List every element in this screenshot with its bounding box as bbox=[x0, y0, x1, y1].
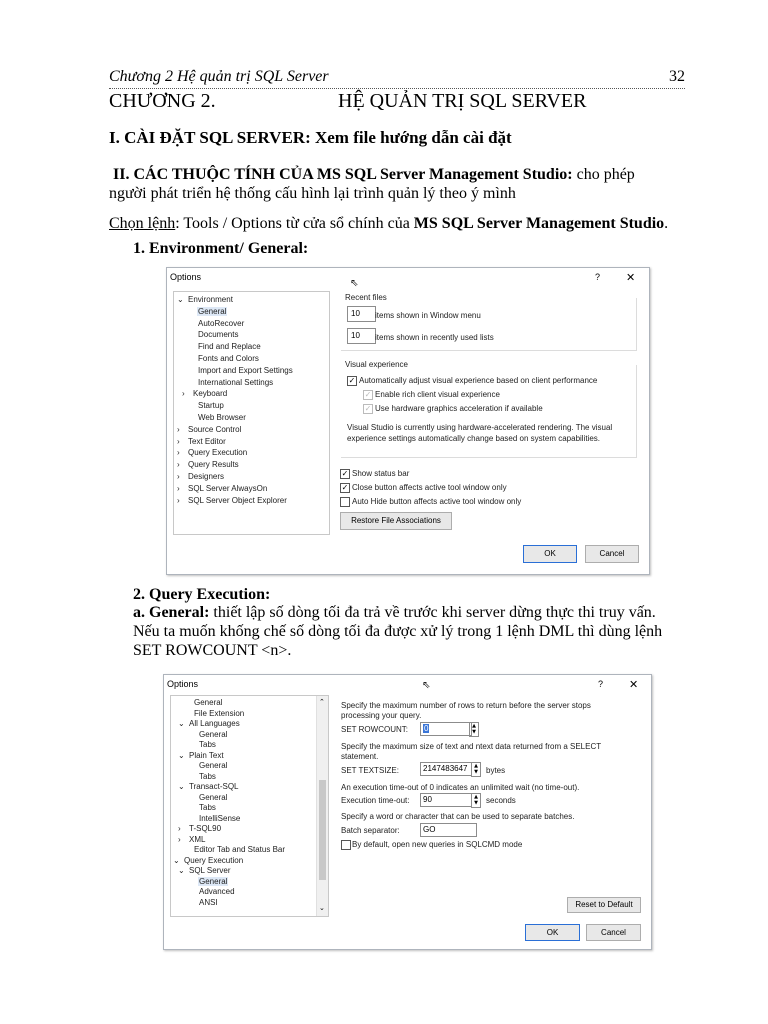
tree-item-label: Web Browser bbox=[198, 413, 246, 422]
tree-item-general[interactable] bbox=[171, 793, 316, 804]
tree-item-advanced[interactable] bbox=[171, 887, 316, 898]
general-line-3: SET ROWCOUNT <n>. bbox=[133, 642, 292, 659]
tree-item-label: Tabs bbox=[199, 771, 216, 781]
rowcount-description-1: Specify the maximum number of rows to return before the server stops bbox=[341, 701, 591, 710]
vs-note-line-1: Visual Studio is currently using hardware-accelerated rendering. The visual bbox=[347, 423, 613, 432]
tree-item-label: SQL Server Object Explorer bbox=[188, 495, 287, 505]
auto-adjust-checkbox[interactable]: ✓ bbox=[348, 376, 356, 385]
tree-item-label: SQL Server bbox=[189, 866, 231, 875]
tree-item-transact-sql[interactable] bbox=[171, 782, 316, 793]
tree-item-query-execution[interactable] bbox=[174, 448, 329, 460]
tree-item-general[interactable] bbox=[171, 730, 316, 741]
batch-separator-input[interactable]: GO bbox=[420, 823, 477, 837]
tree-item-sql-server-object-explorer[interactable] bbox=[174, 496, 329, 508]
general-line-2: Nếu ta muốn khống chế số dòng tối đa được xử lý trong 1 lệnh DML thì dùng lệnh bbox=[133, 623, 663, 640]
recent-files-label: Recent files bbox=[345, 293, 387, 302]
timeout-input[interactable]: 90 bbox=[420, 793, 472, 807]
mouse-cursor-icon: ⇖ bbox=[422, 680, 431, 691]
tree-item-t-sql90[interactable] bbox=[171, 824, 316, 835]
hw-accel-checkbox[interactable]: ✓ bbox=[364, 404, 372, 413]
options-dialog-query-execution bbox=[163, 674, 652, 950]
batch-separator-label: Batch separator: bbox=[341, 826, 400, 835]
chevron-down-icon[interactable]: ⌄ bbox=[178, 866, 185, 875]
chevron-down-icon[interactable]: ⌄ bbox=[173, 855, 180, 865]
tree-item-label: File Extension bbox=[194, 708, 245, 718]
tree-item-label: Query Results bbox=[188, 460, 239, 470]
tree-item-label: Startup bbox=[198, 401, 224, 411]
tree-item-label: T-SQL90 bbox=[189, 824, 222, 833]
tree-item-label: Tabs bbox=[199, 803, 216, 812]
tree-item-label: Designers bbox=[188, 472, 225, 481]
tree-item-label: General bbox=[199, 792, 228, 802]
tree-item-intellisense[interactable] bbox=[171, 814, 316, 825]
chevron-right-icon[interactable]: › bbox=[177, 472, 180, 481]
section-2-heading: II. CÁC THUỘC TÍNH CỦA MS SQL Server Management Studio: bbox=[113, 166, 573, 183]
rich-client-label: Enable rich client visual experience bbox=[375, 390, 500, 399]
tree-scrollbar[interactable] bbox=[316, 696, 328, 916]
scroll-thumb[interactable] bbox=[319, 780, 326, 880]
tree-item-label: Transact-SQL bbox=[189, 782, 239, 791]
batch-description: Specify a word or character that can be used to separate batches. bbox=[341, 812, 575, 821]
rowcount-description-2: processing your query. bbox=[341, 711, 422, 720]
tree-item-label: IntelliSense bbox=[199, 813, 241, 823]
chevron-down-icon[interactable]: ⌄ bbox=[177, 295, 184, 304]
tree-item-web-browser[interactable] bbox=[174, 413, 329, 425]
tree-item-label: SQL Server AlwaysOn bbox=[188, 483, 268, 493]
timeout-label: Execution time-out: bbox=[341, 796, 410, 805]
page-number: 32 bbox=[669, 68, 685, 85]
vs-note-line-2: experience settings automatically change based on system capabilities. bbox=[347, 434, 601, 443]
close-button-affects-label: Close button affects active tool window only bbox=[352, 483, 507, 492]
tree-item-label: Import and Export Settings bbox=[198, 365, 293, 375]
restore-file-associations-button[interactable]: Restore File Associations bbox=[340, 512, 452, 530]
textsize-label: SET TEXTSIZE: bbox=[341, 766, 399, 775]
sqlcmd-checkbox[interactable] bbox=[341, 840, 351, 850]
tree-item-label: Tabs bbox=[199, 740, 216, 749]
tree-item-label: AutoRecover bbox=[198, 318, 245, 328]
chevron-right-icon[interactable]: › bbox=[182, 389, 185, 399]
chapter-title: HỆ QUẢN TRỊ SQL SERVER bbox=[338, 90, 587, 112]
options-dialog-environment bbox=[166, 267, 650, 575]
tree-item-label: Text Editor bbox=[188, 436, 226, 446]
auto-adjust-label: Automatically adjust visual experience based on client performance bbox=[359, 376, 598, 385]
ok-button[interactable]: OK bbox=[525, 924, 580, 941]
tree-item-tabs[interactable] bbox=[171, 772, 316, 783]
command-app-name: MS SQL Server Management Studio bbox=[413, 215, 665, 232]
tree-item-source-control[interactable] bbox=[174, 425, 329, 437]
show-status-bar-label: Show status bar bbox=[352, 469, 410, 478]
command-paragraph bbox=[109, 214, 668, 233]
textsize-description-2: statement. bbox=[341, 752, 379, 761]
scroll-up-icon[interactable]: ⌃ bbox=[319, 698, 325, 706]
general-paragraph bbox=[133, 603, 662, 660]
header-title: Chương 2 Hệ quản trị SQL Server bbox=[109, 68, 329, 85]
chevron-down-icon[interactable]: ⌄ bbox=[178, 750, 185, 760]
textsize-stepper[interactable]: ▲ ▼ bbox=[471, 762, 481, 777]
tree-item-sql-server-alwayson[interactable] bbox=[174, 484, 329, 496]
close-button-affects-checkbox[interactable]: ✓ bbox=[341, 483, 349, 492]
tree-item-general[interactable] bbox=[171, 698, 316, 709]
recent-files-group bbox=[341, 298, 637, 351]
chevron-right-icon[interactable]: › bbox=[177, 436, 180, 446]
tree-item-all-languages[interactable] bbox=[171, 719, 316, 730]
general-label: a. General: bbox=[133, 604, 210, 621]
chevron-right-icon[interactable]: › bbox=[177, 495, 180, 505]
tree-item-label: Documents bbox=[198, 330, 239, 340]
command-end: . bbox=[664, 215, 669, 232]
sqlcmd-label: By default, open new queries in SQLCMD mode bbox=[352, 840, 523, 849]
tree-item-label: General bbox=[198, 306, 227, 316]
section-1-heading: I. CÀI ĐẶT SQL SERVER: Xem file hướng dẫn cài đặt bbox=[109, 128, 512, 147]
chevron-right-icon[interactable]: › bbox=[177, 460, 180, 470]
visual-experience-label: Visual experience bbox=[345, 360, 409, 369]
tree-item-documents[interactable] bbox=[174, 330, 329, 342]
tree-item-label: Advanced bbox=[199, 887, 235, 896]
tree-item-import-and-export-settings[interactable] bbox=[174, 366, 329, 378]
recent-list-label: items shown in recently used lists bbox=[375, 333, 494, 342]
seconds-label: seconds bbox=[486, 796, 516, 805]
help-icon[interactable]: ? bbox=[595, 272, 601, 282]
dialog-title: Options bbox=[167, 679, 199, 689]
dialog-title: Options bbox=[170, 272, 202, 282]
textsize-description-1: Specify the maximum size of text and ntext data returned from a SELECT bbox=[341, 742, 602, 751]
mouse-cursor-icon: ⇖ bbox=[350, 278, 359, 289]
scroll-down-icon[interactable]: ⌄ bbox=[319, 904, 325, 912]
chevron-right-icon[interactable]: › bbox=[177, 448, 180, 458]
command-text: : Tools / Options từ cửa sổ chính của bbox=[175, 215, 414, 232]
ok-button[interactable]: OK bbox=[523, 545, 577, 563]
tree-item-label: General bbox=[199, 761, 228, 770]
close-icon[interactable]: ✕ bbox=[626, 272, 636, 284]
rowcount-input[interactable] bbox=[420, 722, 472, 736]
options-tree[interactable] bbox=[170, 695, 329, 917]
chevron-right-icon[interactable]: › bbox=[177, 424, 180, 434]
tree-item-label: Query Execution bbox=[188, 448, 248, 458]
tree-item-label: Editor Tab and Status Bar bbox=[194, 845, 286, 854]
tree-item-fonts-and-colors[interactable] bbox=[174, 354, 329, 366]
tree-item-environment[interactable] bbox=[174, 295, 329, 307]
tree-item-startup[interactable] bbox=[174, 401, 329, 413]
bytes-label: bytes bbox=[486, 766, 506, 775]
tree-item-label: XML bbox=[189, 834, 206, 844]
chevron-right-icon[interactable]: › bbox=[178, 824, 181, 833]
chapter-number: CHƯƠNG 2. bbox=[109, 90, 216, 112]
tree-item-label: International Settings bbox=[198, 377, 274, 387]
tree-item-query-execution[interactable] bbox=[171, 856, 316, 867]
rowcount-stepper[interactable]: ▲ ▼ bbox=[469, 722, 479, 737]
tree-item-keyboard[interactable] bbox=[174, 389, 329, 401]
tree-item-label: ANSI bbox=[199, 897, 218, 907]
tree-item-label: All Languages bbox=[189, 719, 240, 728]
tree-item-label: General bbox=[199, 876, 228, 886]
tree-item-sql-server[interactable] bbox=[171, 866, 316, 877]
tree-item-label: Keyboard bbox=[193, 389, 228, 399]
tree-item-general[interactable] bbox=[174, 307, 329, 319]
timeout-stepper[interactable]: ▲ ▼ bbox=[471, 793, 481, 808]
tree-item-autorecover[interactable] bbox=[174, 319, 329, 331]
cancel-button[interactable]: Cancel bbox=[585, 545, 639, 563]
tree-item-general[interactable] bbox=[171, 877, 316, 888]
page-header bbox=[109, 68, 685, 89]
window-menu-count-input[interactable]: 10 bbox=[347, 306, 376, 322]
timeout-description: An execution time-out of 0 indicates an unlimited wait (no time-out). bbox=[341, 783, 580, 792]
tree-item-xml[interactable] bbox=[171, 835, 316, 846]
hw-accel-label: Use hardware graphics acceleration if available bbox=[375, 404, 543, 413]
tree-item-editor-tab-and-status-bar[interactable] bbox=[171, 845, 316, 856]
tree-item-label: General bbox=[199, 729, 228, 739]
tree-item-query-results[interactable] bbox=[174, 460, 329, 472]
recent-list-count-input[interactable]: 10 bbox=[347, 328, 376, 344]
options-tree[interactable] bbox=[173, 291, 330, 535]
chevron-right-icon[interactable]: › bbox=[177, 483, 180, 493]
tree-item-ansi[interactable] bbox=[171, 898, 316, 909]
tree-item-label: Fonts and Colors bbox=[198, 354, 259, 363]
tree-item-file-extension[interactable] bbox=[171, 709, 316, 720]
section-2-paragraph bbox=[109, 165, 709, 203]
tree-item-designers[interactable] bbox=[174, 472, 329, 484]
tree-item-tabs[interactable] bbox=[171, 803, 316, 814]
tree-item-label: General bbox=[194, 698, 223, 707]
tree-item-tabs[interactable] bbox=[171, 740, 316, 751]
rowcount-value: 0 bbox=[424, 724, 429, 733]
tree-item-label: Find and Replace bbox=[198, 342, 261, 352]
close-icon[interactable]: ✕ bbox=[629, 679, 639, 691]
show-status-bar-checkbox[interactable]: ✓ bbox=[341, 469, 349, 478]
tree-item-label: Source Control bbox=[188, 424, 242, 434]
item-1-heading: 1. Environment/ General: bbox=[133, 240, 309, 257]
cancel-button[interactable]: Cancel bbox=[586, 924, 641, 941]
rowcount-label: SET ROWCOUNT: bbox=[341, 725, 408, 734]
tree-item-plain-text[interactable] bbox=[171, 751, 316, 762]
help-icon[interactable]: ? bbox=[598, 679, 604, 689]
tree-item-label: Query Execution bbox=[184, 855, 244, 865]
tree-item-international-settings[interactable] bbox=[174, 378, 329, 390]
window-menu-label: items shown in Window menu bbox=[375, 311, 481, 320]
chevron-right-icon[interactable]: › bbox=[178, 834, 181, 844]
tree-item-general[interactable] bbox=[171, 761, 316, 772]
chevron-down-icon[interactable]: ⌄ bbox=[178, 782, 185, 791]
section-2-text: cho phép bbox=[572, 166, 635, 183]
item-2-heading: 2. Query Execution: bbox=[133, 586, 271, 603]
tree-item-label: Environment bbox=[188, 295, 233, 304]
auto-hide-checkbox[interactable] bbox=[340, 497, 350, 507]
chevron-down-icon[interactable]: ⌄ bbox=[178, 719, 185, 728]
reset-to-default-button[interactable]: Reset to Default bbox=[567, 897, 641, 913]
textsize-input[interactable]: 2147483647 bbox=[420, 762, 472, 776]
tree-item-text-editor[interactable] bbox=[174, 437, 329, 449]
tree-item-label: Plain Text bbox=[189, 750, 224, 760]
tree-item-find-and-replace[interactable] bbox=[174, 342, 329, 354]
rich-client-checkbox[interactable]: ✓ bbox=[364, 390, 372, 399]
section-2-line-2: người phát triển hệ thống cấu hình lại trình quản lý theo ý mình bbox=[109, 185, 516, 202]
auto-hide-label: Auto Hide button affects active tool window only bbox=[352, 497, 522, 506]
command-label: Chọn lệnh bbox=[109, 215, 176, 232]
general-line-1: thiết lập số dòng tối đa trả về trước khi server dừng thực thi truy vấn. bbox=[209, 604, 656, 621]
